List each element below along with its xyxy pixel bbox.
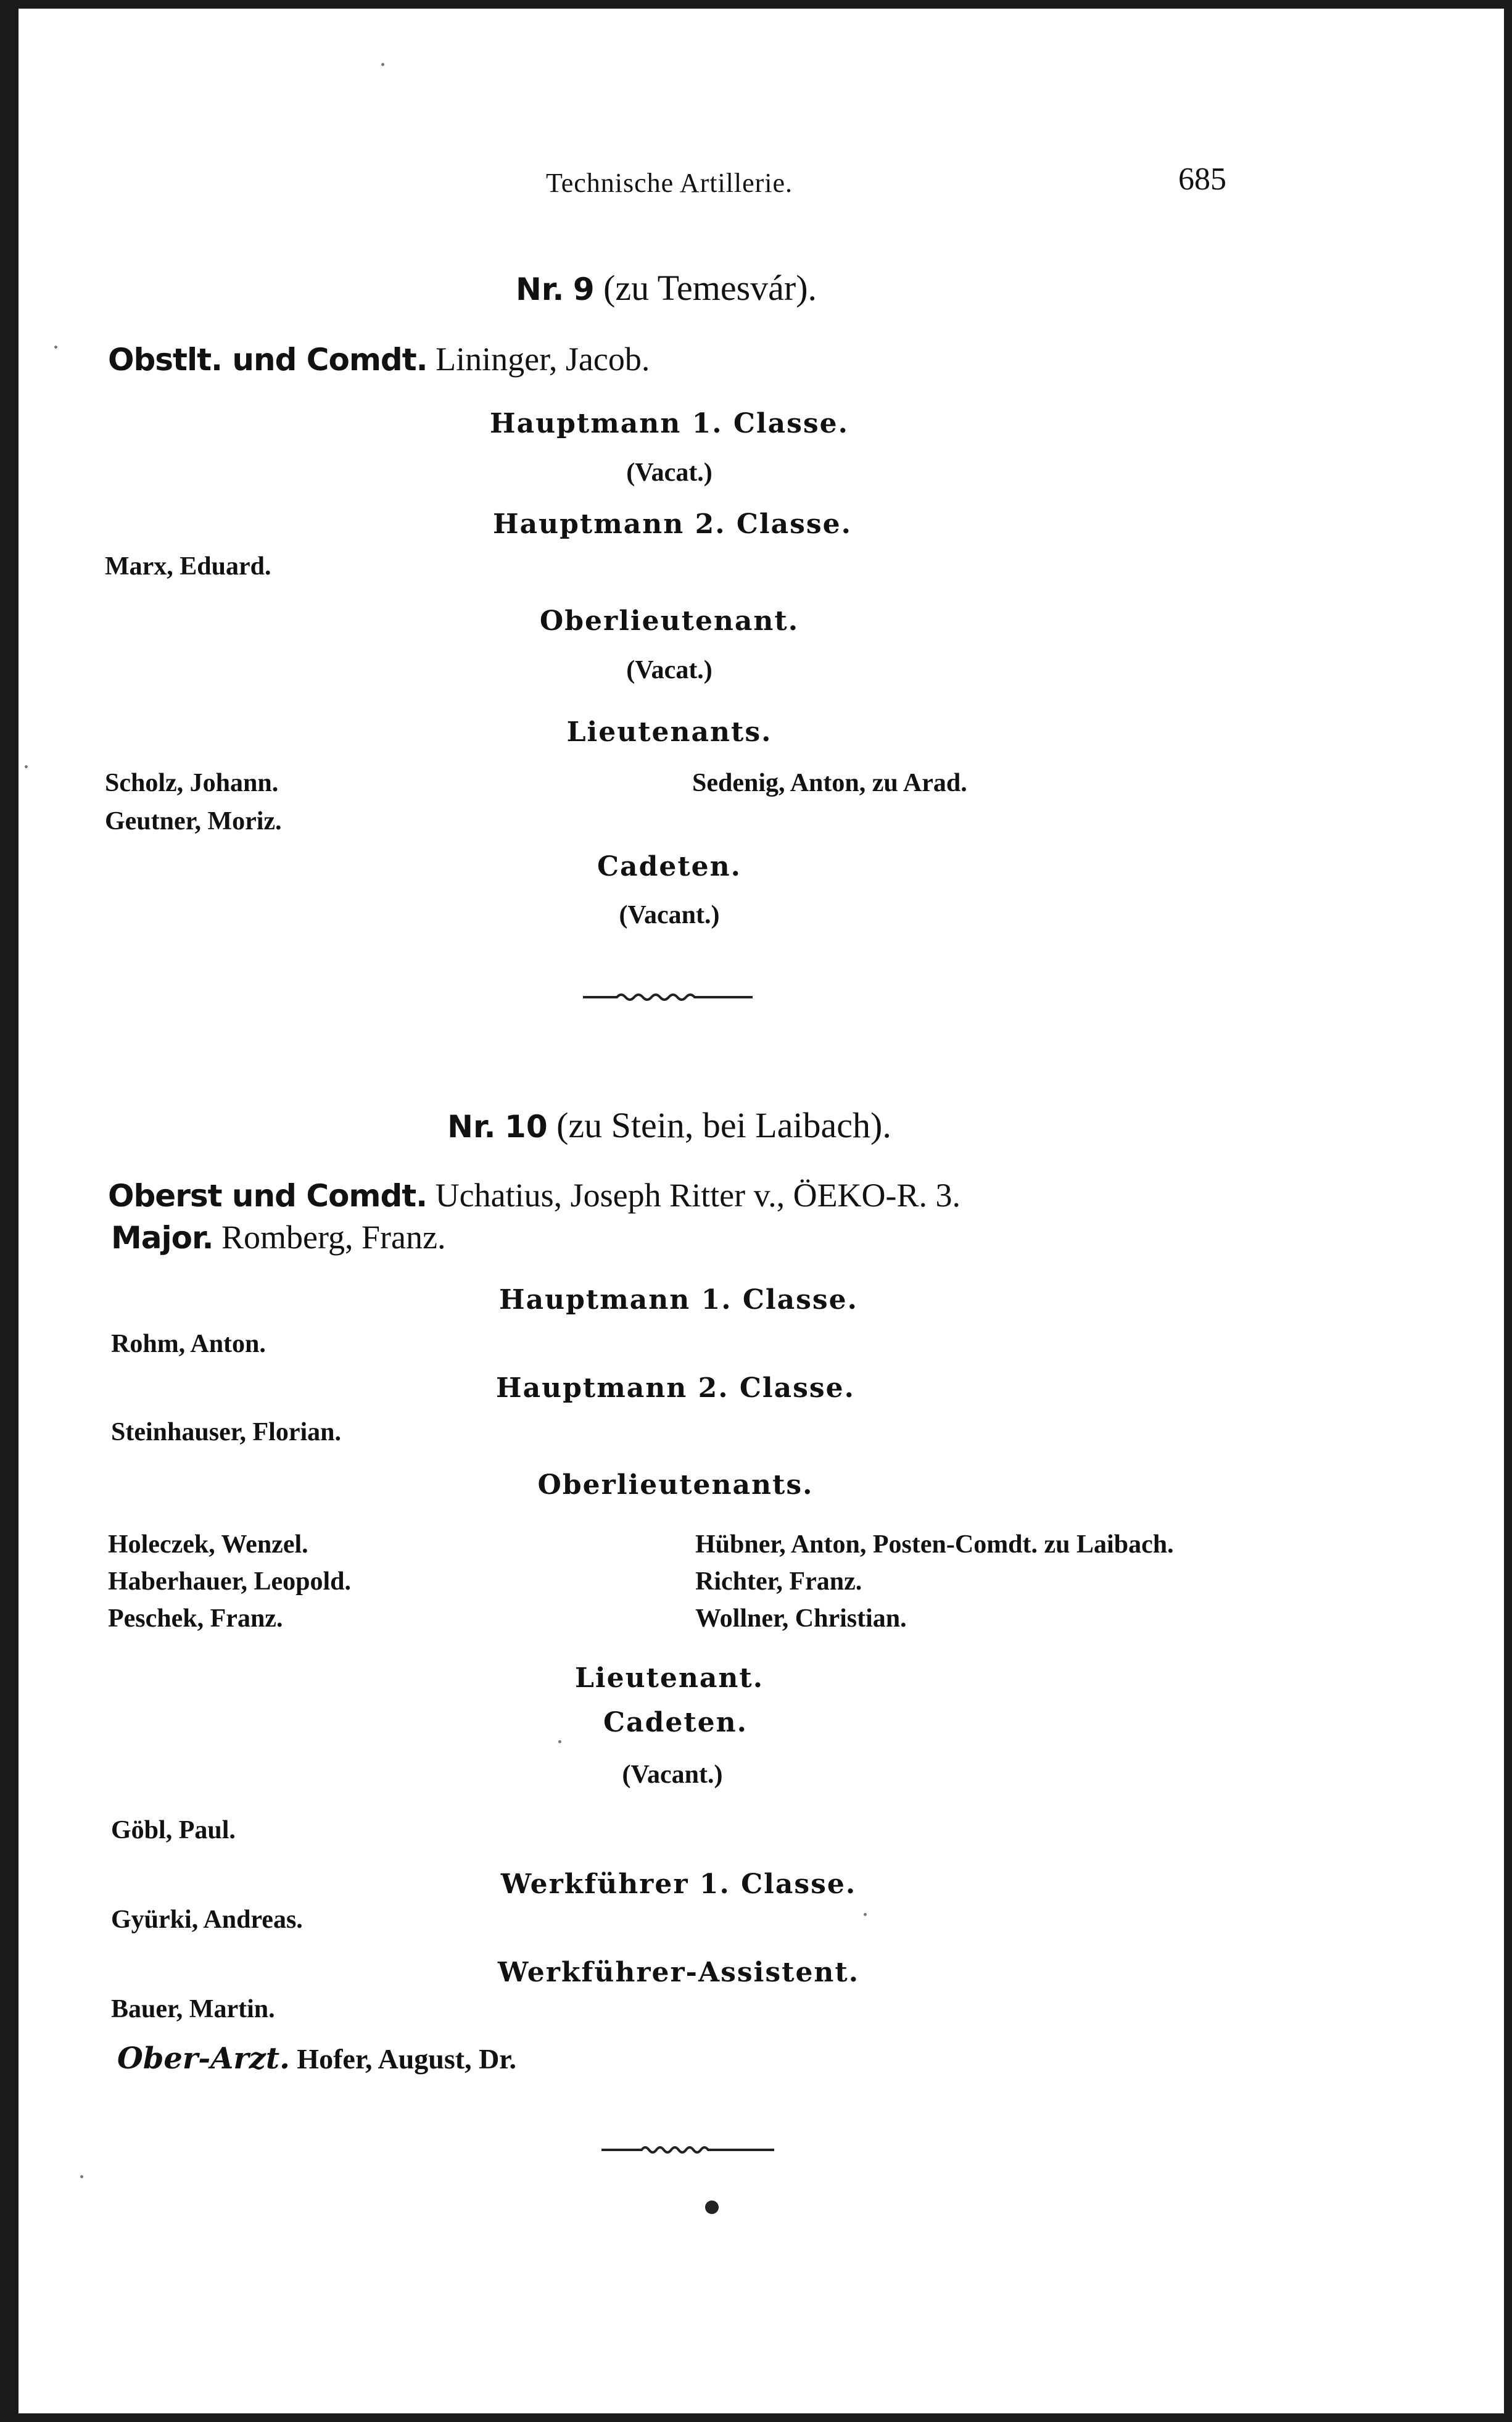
scan-speck	[381, 63, 384, 66]
section-10-ober-arzt-name: Hofer, August, Dr.	[297, 2043, 516, 2075]
section-9-nr-number: 9	[572, 272, 595, 307]
section-10-oberlieutenants-heading: Oberlieutenants.	[537, 1469, 814, 1501]
section-10-werkfuehrer-1-heading: Werkführer 1. Classe.	[500, 1868, 857, 1900]
section-10-commander-name: Uchatius, Joseph Ritter v., ÖEKO-R. 3.	[435, 1177, 961, 1214]
section-10-ober-arzt	[117, 2041, 516, 2076]
scan-speck	[558, 1740, 561, 1743]
section-10-hauptmann-2-heading: Hauptmann 2. Classe.	[496, 1372, 855, 1404]
section-10-major-name: Romberg, Franz.	[221, 1219, 446, 1256]
section-10-oberlieutenant-left-3: Peschek, Franz.	[108, 1604, 283, 1633]
scan-speck	[80, 2175, 83, 2178]
section-9-hauptmann-1-vacat: (Vacat.)	[626, 458, 713, 487]
section-10-nr-number: 10	[505, 1109, 548, 1145]
section-10-heading	[447, 1105, 891, 1145]
section-9-lieutenant-left-1: Scholz, Johann.	[105, 769, 279, 797]
scan-speck	[864, 1913, 867, 1916]
section-9-commander-name: Lininger, Jacob.	[436, 341, 650, 378]
section-10-oberlieutenant-right-2: Richter, Franz.	[695, 1567, 862, 1596]
section-9-hauptmann-2-name: Marx, Eduard.	[105, 552, 271, 581]
section-9-oberlieutenant-vacat: (Vacat.)	[626, 656, 713, 684]
scan-border-bottom	[0, 2413, 1512, 2422]
section-9-lieutenant-left-2: Geutner, Moriz.	[105, 807, 282, 836]
section-10-hauptmann-1-name: Rohm, Anton.	[111, 1330, 266, 1358]
section-10-werkfuehrer-assistent-name: Bauer, Martin.	[111, 1995, 275, 2023]
section-10-major	[111, 1221, 445, 1254]
section-10-commander	[108, 1179, 960, 1212]
section-9-cadeten-heading: Cadeten.	[597, 851, 742, 882]
scan-border-right	[1504, 0, 1512, 2422]
section-10-commander-rank: Oberst und Comdt.	[108, 1178, 428, 1214]
scan-speck	[25, 765, 28, 768]
scan-border-left	[0, 0, 19, 2422]
section-10-oberlieutenant-right-3: Wollner, Christian.	[695, 1604, 907, 1633]
section-10-lieutenant-name: Göbl, Paul.	[111, 1816, 236, 1844]
section-9-commander-rank: Obstlt. und Comdt.	[108, 342, 428, 378]
page-number: 685	[1178, 162, 1226, 197]
section-9-heading	[516, 270, 817, 306]
section-10-oberlieutenant-right-1: Hübner, Anton, Posten-Comdt. zu Laibach.	[695, 1530, 1174, 1559]
section-9-oberlieutenant-heading: Oberlieutenant.	[539, 605, 799, 637]
section-10-oberlieutenant-left-1: Holeczek, Wenzel.	[108, 1530, 308, 1559]
section-9-cadeten-vacant: (Vacant.)	[619, 901, 720, 929]
section-9-hauptmann-2-heading: Hauptmann 2. Classe.	[493, 508, 852, 540]
section-divider-ornament	[583, 989, 753, 1003]
scan-speck	[54, 346, 57, 349]
section-10-ober-arzt-rank: Ober-Arzt.	[117, 2041, 290, 2076]
section-10-werkfuehrer-assistent-heading: Werkführer-Assistent.	[497, 1957, 860, 1988]
section-10-werkfuehrer-1-name: Gyürki, Andreas.	[111, 1906, 303, 1934]
section-10-location: (zu Stein, bei Laibach).	[556, 1105, 891, 1145]
section-9-lieutenant-right-1: Sedenig, Anton, zu Arad.	[692, 769, 967, 797]
section-9-location: (zu Temesvár).	[603, 268, 817, 308]
section-10-oberlieutenant-left-2: Haberhauer, Leopold.	[108, 1567, 351, 1596]
section-10-cadeten-vacant: (Vacant.)	[622, 1761, 723, 1789]
end-dot-ornament	[705, 2200, 719, 2214]
section-10-nr-label: Nr.	[447, 1109, 496, 1145]
section-10-major-rank: Major.	[111, 1220, 213, 1256]
running-title: Technische Artillerie.	[545, 168, 793, 198]
scan-border-top	[0, 0, 1512, 9]
section-9-lieutenants-heading: Lieutenants.	[566, 716, 772, 748]
section-9-nr-label: Nr.	[515, 272, 564, 307]
section-10-lieutenant-heading: Lieutenant.	[574, 1662, 764, 1694]
end-divider-ornament	[601, 2141, 774, 2156]
section-9-hauptmann-1-heading: Hauptmann 1. Classe.	[490, 408, 849, 439]
section-10-cadeten-heading: Cadeten.	[603, 1707, 748, 1738]
section-9-commander	[108, 342, 650, 376]
section-10-hauptmann-2-name: Steinhauser, Florian.	[111, 1418, 341, 1446]
section-10-hauptmann-1-heading: Hauptmann 1. Classe.	[499, 1284, 858, 1316]
